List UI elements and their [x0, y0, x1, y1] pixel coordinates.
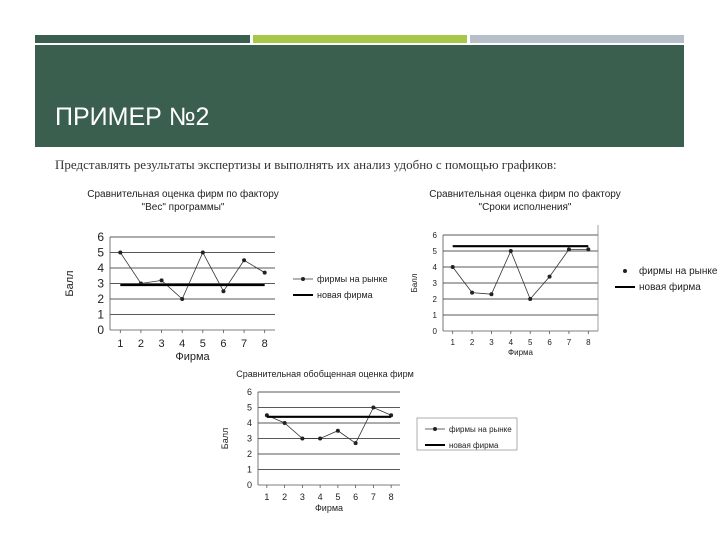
data-point-market: [201, 251, 205, 255]
data-point-market: [336, 429, 340, 433]
data-point-market: [371, 406, 375, 410]
legend-marker-market: [301, 277, 305, 281]
chart-overall: [220, 365, 520, 530]
data-point-market: [318, 437, 322, 441]
data-point-market: [567, 247, 571, 251]
legend-label-market: фирмы на рынке: [639, 266, 718, 277]
data-point-market: [528, 297, 532, 301]
x-axis-label: Фирма: [314, 503, 344, 513]
chart-weight: [64, 185, 388, 370]
data-point-market: [470, 291, 474, 295]
y-axis-label: Балл: [64, 270, 76, 297]
data-point-market: [586, 247, 590, 251]
x-tick-label: 4: [179, 338, 186, 350]
y-tick-label: 3: [246, 433, 252, 444]
accent-bar-green: [253, 35, 467, 43]
legend-marker-market: [623, 269, 627, 273]
data-point-market: [300, 437, 304, 441]
x-tick-label: 5: [527, 338, 533, 347]
y-tick-label: 6: [432, 230, 437, 240]
data-point-market: [283, 421, 287, 425]
x-tick-label: 8: [586, 338, 591, 347]
x-axis-label: Фирма: [175, 351, 210, 363]
y-tick-label: 2: [432, 294, 437, 304]
chart-subtitle: "Вес" программы": [141, 202, 225, 213]
x-axis-label: Фирма: [508, 348, 533, 357]
x-tick-label: 1: [450, 338, 455, 347]
x-tick-label: 6: [353, 492, 359, 502]
x-tick-label: 6: [547, 338, 552, 347]
x-tick-label: 7: [241, 338, 248, 350]
x-tick-label: 6: [220, 338, 227, 350]
data-point-market: [548, 275, 552, 279]
chart-title: Сравнительная обобщенная оценка фирм: [236, 369, 414, 379]
x-tick-label: 2: [137, 338, 144, 350]
x-tick-label: 2: [469, 338, 475, 347]
legend-marker-market: [433, 427, 437, 431]
legend-label-market: фирмы на рынке: [449, 425, 512, 434]
title-banner: [35, 45, 684, 147]
y-tick-label: 0: [246, 480, 252, 491]
x-tick-label: 8: [388, 492, 394, 502]
y-tick-label: 3: [432, 278, 437, 288]
y-tick-label: 6: [246, 387, 252, 398]
x-tick-label: 1: [117, 338, 124, 350]
legend-label-new-firm: новая фирма: [449, 441, 499, 450]
y-tick-label: 1: [432, 310, 437, 320]
x-tick-label: 7: [370, 492, 376, 502]
y-tick-label: 5: [246, 402, 252, 413]
y-tick-label: 4: [97, 261, 104, 276]
x-tick-label: 3: [299, 492, 305, 502]
x-tick-label: 3: [489, 338, 494, 347]
data-point-market: [160, 278, 164, 282]
slide-title: ПРИМЕР №2: [55, 103, 210, 131]
y-tick-label: 2: [246, 449, 252, 460]
chart-subtitle: "Сроки исполнения": [478, 202, 572, 213]
y-tick-label: 5: [432, 246, 437, 256]
y-tick-label: 0: [432, 326, 437, 336]
x-tick-label: 3: [158, 338, 165, 350]
y-axis-label: Балл: [410, 273, 419, 293]
data-point-market: [489, 292, 493, 296]
y-tick-label: 4: [432, 262, 437, 272]
data-point-market: [221, 289, 225, 293]
chart-title: Сравнительная оценка фирм по фактору: [429, 189, 621, 200]
y-tick-label: 0: [97, 323, 104, 338]
data-point-market: [509, 249, 513, 253]
legend-label-new-firm: новая фирма: [317, 290, 373, 300]
accent-bar-dark: [35, 35, 250, 43]
slide-subtitle: Представлять результаты экспертизы и выполнять их анализ удобно с помощью графиков:: [55, 157, 557, 172]
x-tick-label: 8: [261, 338, 268, 350]
y-tick-label: 5: [97, 245, 104, 260]
chart-title: Сравнительная оценка фирм по фактору: [87, 189, 279, 200]
x-tick-label: 1: [264, 492, 270, 502]
data-point-market: [242, 258, 246, 262]
y-tick-label: 6: [97, 230, 104, 245]
x-tick-label: 5: [199, 338, 206, 350]
y-tick-label: 1: [246, 464, 252, 475]
y-tick-label: 1: [97, 307, 104, 322]
y-tick-label: 2: [97, 292, 104, 307]
x-tick-label: 7: [566, 338, 572, 347]
x-tick-label: 4: [317, 492, 323, 502]
accent-bar-gray: [470, 35, 684, 43]
data-point-market: [180, 297, 184, 301]
y-axis-label: Балл: [220, 427, 230, 450]
data-point-market: [263, 271, 267, 275]
data-point-market: [118, 251, 122, 255]
y-tick-label: 4: [246, 418, 252, 429]
series-line-market: [267, 408, 391, 444]
chart-deadlines: [405, 185, 720, 370]
legend-label-new-firm: новая фирма: [639, 282, 701, 293]
data-point-market: [354, 441, 358, 445]
x-tick-label: 5: [335, 492, 341, 502]
legend-label-market: фирмы на рынке: [317, 274, 388, 284]
x-tick-label: 4: [508, 338, 514, 347]
y-tick-label: 3: [97, 276, 104, 291]
x-tick-label: 2: [282, 492, 288, 502]
data-point-market: [451, 265, 455, 269]
